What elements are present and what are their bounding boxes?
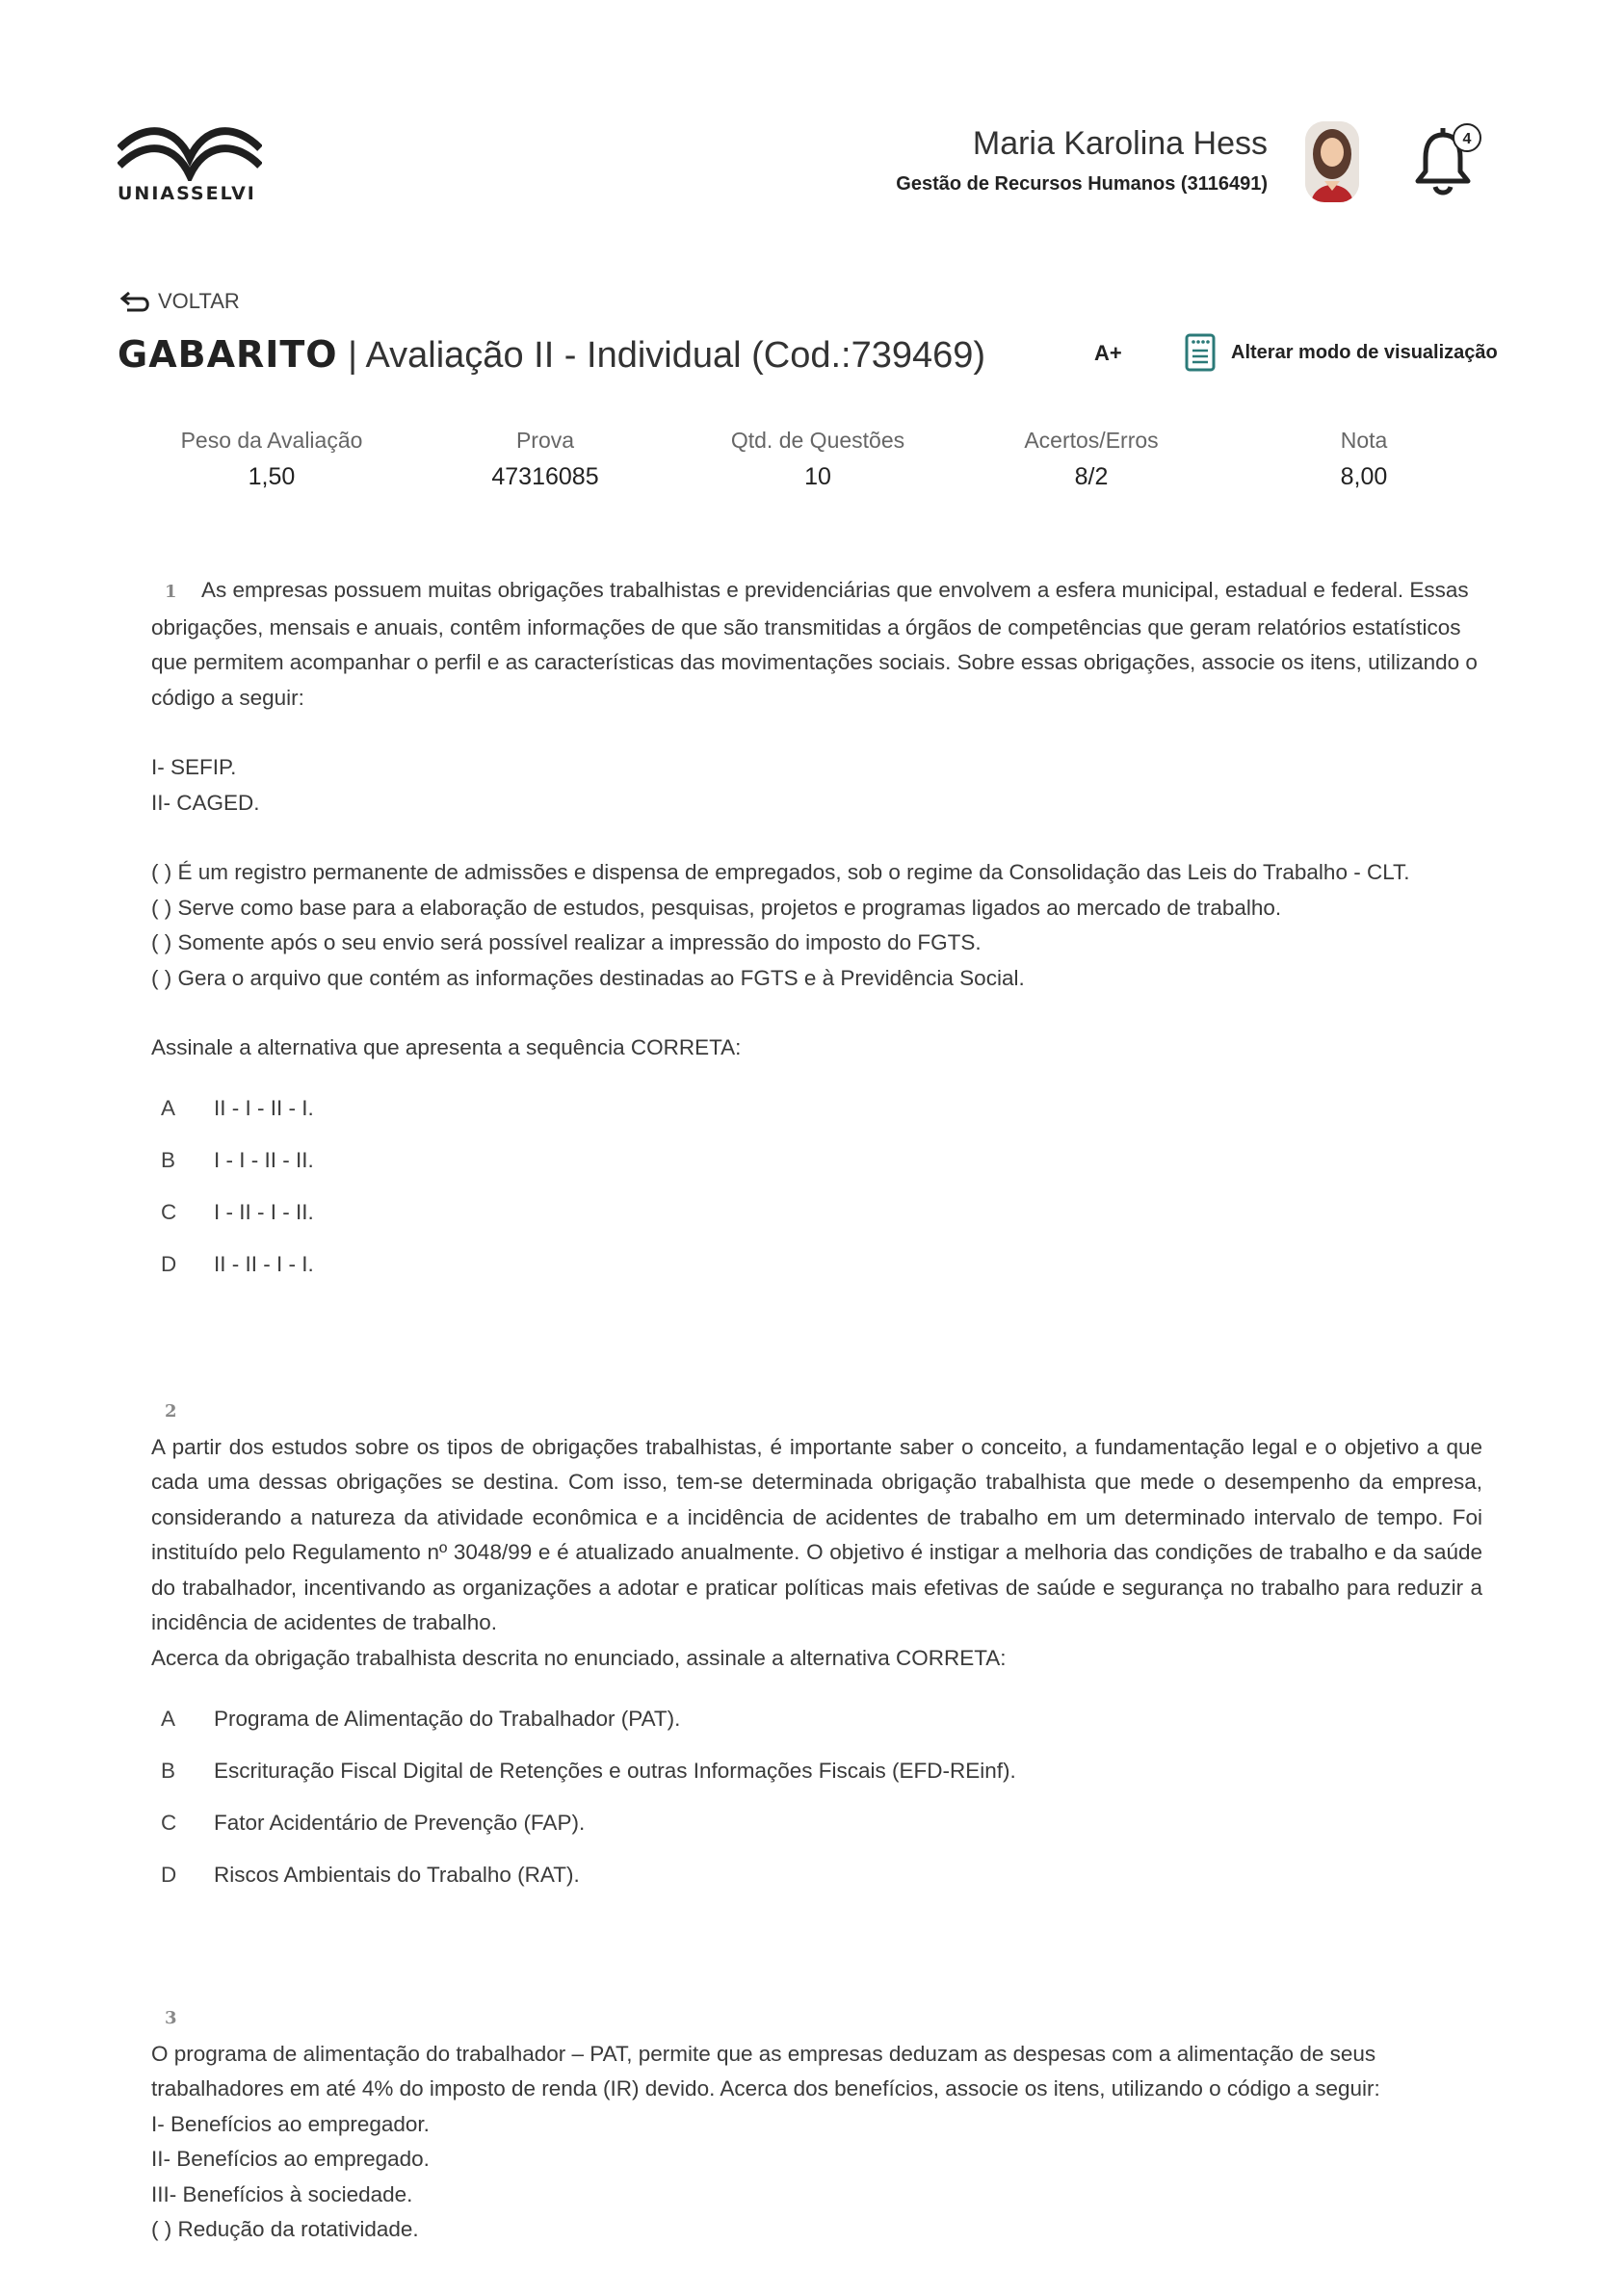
option-text: II - II - I - I. — [214, 1252, 314, 1277]
view-mode-toggle[interactable] — [1185, 333, 1498, 372]
stat-value: 10 — [804, 463, 831, 490]
stat-acertos-erros — [966, 428, 1217, 491]
stat-label: Prova — [515, 428, 575, 453]
option-text: II - I - II - I. — [214, 1096, 314, 1121]
question-prompt: Acerca da obrigação trabalhista descrita no enunciado, assinale a alternativa CORRETA: — [151, 1645, 1007, 1670]
document-view-icon — [1185, 333, 1216, 372]
avatar[interactable] — [1305, 121, 1359, 202]
option-text: I - II - I - II. — [214, 1200, 314, 1225]
question-number: 2 — [165, 1401, 177, 1422]
option-letter: B — [161, 1148, 176, 1173]
question-2 — [151, 1393, 1482, 1901]
statement-item: ( ) Somente após o seu envio será possível realizar a impressão do imposto do FGTS. — [151, 930, 982, 954]
logo-book-icon — [118, 119, 262, 181]
notifications-count-badge: 4 — [1453, 123, 1481, 152]
answer-option-c[interactable] — [151, 1187, 1482, 1239]
option-letter: D — [161, 1252, 177, 1277]
option-text: Fator Acidentário de Prevenção (FAP). — [214, 1810, 586, 1835]
option-letter: A — [161, 1706, 176, 1731]
statement-item: ( ) É um registro permanente de admissões e dispensa de empregados, sob o regime da Consolidação das Leis do Trabalho - CLT. — [151, 860, 1410, 884]
stat-value: 1,50 — [248, 463, 296, 490]
back-label: VOLTAR — [158, 289, 240, 313]
statement-item: ( ) Gera o arquivo que contém as informações destinadas ao FGTS e à Previdência Social. — [151, 965, 1025, 990]
answer-option-a[interactable] — [151, 1083, 1482, 1135]
back-link[interactable] — [119, 289, 240, 314]
question-prompt: Assinale a alternativa que apresenta a sequência CORRETA: — [151, 1035, 742, 1059]
stat-peso — [146, 428, 397, 491]
answer-option-a[interactable] — [151, 1693, 1482, 1745]
user-course: Gestão de Recursos Humanos (3116491) — [896, 173, 1268, 195]
question-number: 1 — [165, 582, 177, 602]
question-3 — [151, 1999, 1482, 2248]
option-letter: B — [161, 1758, 176, 1783]
stat-value: 47316085 — [491, 463, 599, 490]
code-item: II- CAGED. — [151, 790, 260, 815]
question-intro — [151, 573, 1482, 716]
return-arrow-icon — [119, 289, 152, 314]
stat-prova — [420, 428, 670, 491]
option-letter: D — [161, 1862, 177, 1887]
code-item: I- Benefícios ao empregador. — [151, 2111, 430, 2136]
page-title — [118, 333, 985, 377]
stat-nota — [1239, 428, 1489, 491]
stat-label: Peso da Avaliação — [180, 428, 363, 453]
question-1 — [151, 573, 1482, 1292]
option-letter: C — [161, 1200, 177, 1225]
code-item: III- Benefícios à sociedade. — [151, 2181, 413, 2206]
title-gabarito: GABARITO — [118, 333, 338, 376]
question-number: 3 — [165, 2008, 177, 2028]
statement-item: ( ) Redução da rotatividade. — [151, 2217, 419, 2241]
stat-value: 8/2 — [1074, 463, 1109, 490]
answer-option-b[interactable] — [151, 1135, 1482, 1187]
statement-item: ( ) Serve como base para a elaboração de estudos, pesquisas, projetos e programas ligados ao mercado de trabalho. — [151, 895, 1282, 920]
title-separator: | — [337, 335, 366, 376]
answer-option-d[interactable] — [151, 1849, 1482, 1901]
code-item: I- SEFIP. — [151, 755, 237, 779]
answer-option-b[interactable] — [151, 1745, 1482, 1797]
code-item: II- Benefícios ao empregado. — [151, 2147, 430, 2171]
stat-label: Qtd. de Questões — [730, 428, 905, 453]
option-text: Programa de Alimentação do Trabalhador (PAT). — [214, 1706, 681, 1731]
stat-label: Acertos/Erros — [1024, 428, 1159, 453]
option-letter: A — [161, 1096, 176, 1121]
uniasselvi-logo[interactable] — [118, 119, 262, 211]
option-letter: C — [161, 1810, 177, 1835]
answer-option-c[interactable] — [151, 1797, 1482, 1849]
option-text: I - I - II - II. — [214, 1148, 314, 1173]
notifications-button[interactable] — [1414, 123, 1481, 198]
title-assessment: Avaliação II - Individual (Cod.:739469) — [365, 335, 986, 376]
question-text: As empresas possuem muitas obrigações trabalhistas e previdenciárias que envolvem a esfera municipal, estadual e federal. Essas obrigações, mensais e anuais, contêm informações de que são transmitidas a órgãos de competências que geram relatórios estatísticos que permitem acompanhar o perfil e as características das movimentações sociais. Sobre essas obrigações, associe os itens, utilizando o código a seguir: — [151, 578, 1478, 710]
question-text: O programa de alimentação do trabalhador – PAT, permite que as empresas deduzam as despesas com a alimentação de seus trabalhadores em até 4% do imposto de renda (IR) devido. Acerca dos benefícios, associe os itens, utilizando o código a seguir: — [151, 2041, 1380, 2100]
view-mode-label: Alterar modo de visualização — [1231, 341, 1498, 363]
increase-font-button[interactable]: A+ — [1094, 341, 1122, 365]
stat-questoes — [693, 428, 943, 491]
user-name: Maria Karolina Hess — [972, 125, 1268, 162]
option-text: Escrituração Fiscal Digital de Retenções e outras Informações Fiscais (EFD-REinf). — [214, 1758, 1016, 1783]
question-text: A partir dos estudos sobre os tipos de obrigações trabalhistas, é importante saber o conceito, a fundamentação legal e o objetivo a que cada uma dessas obrigações se destina. Com isso, tem-se determinada obrigação trabalhista que mede o desempenho da empresa, considerando a natureza da atividade econômica e a incidência de acidentes de trabalho em um determinado intervalo de tempo. Foi instituído pelo Regulamento nº 3048/99 e é atualizado anualmente. O objetivo é instigar a melhoria das condições de trabalho e da saúde do trabalhador, incentivando as organizações a adotar e praticar políticas mais efetivas de saúde e segurança no trabalho para reduzir a incidência de acidentes de trabalho. — [151, 1434, 1482, 1634]
stat-label: Nota — [1340, 428, 1388, 453]
answer-option-d[interactable] — [151, 1239, 1482, 1292]
logo-text: UNIASSELVI — [118, 183, 256, 204]
avatar-photo-icon — [1305, 121, 1359, 202]
stat-value: 8,00 — [1340, 463, 1388, 490]
option-text: Riscos Ambientais do Trabalho (RAT). — [214, 1862, 580, 1887]
